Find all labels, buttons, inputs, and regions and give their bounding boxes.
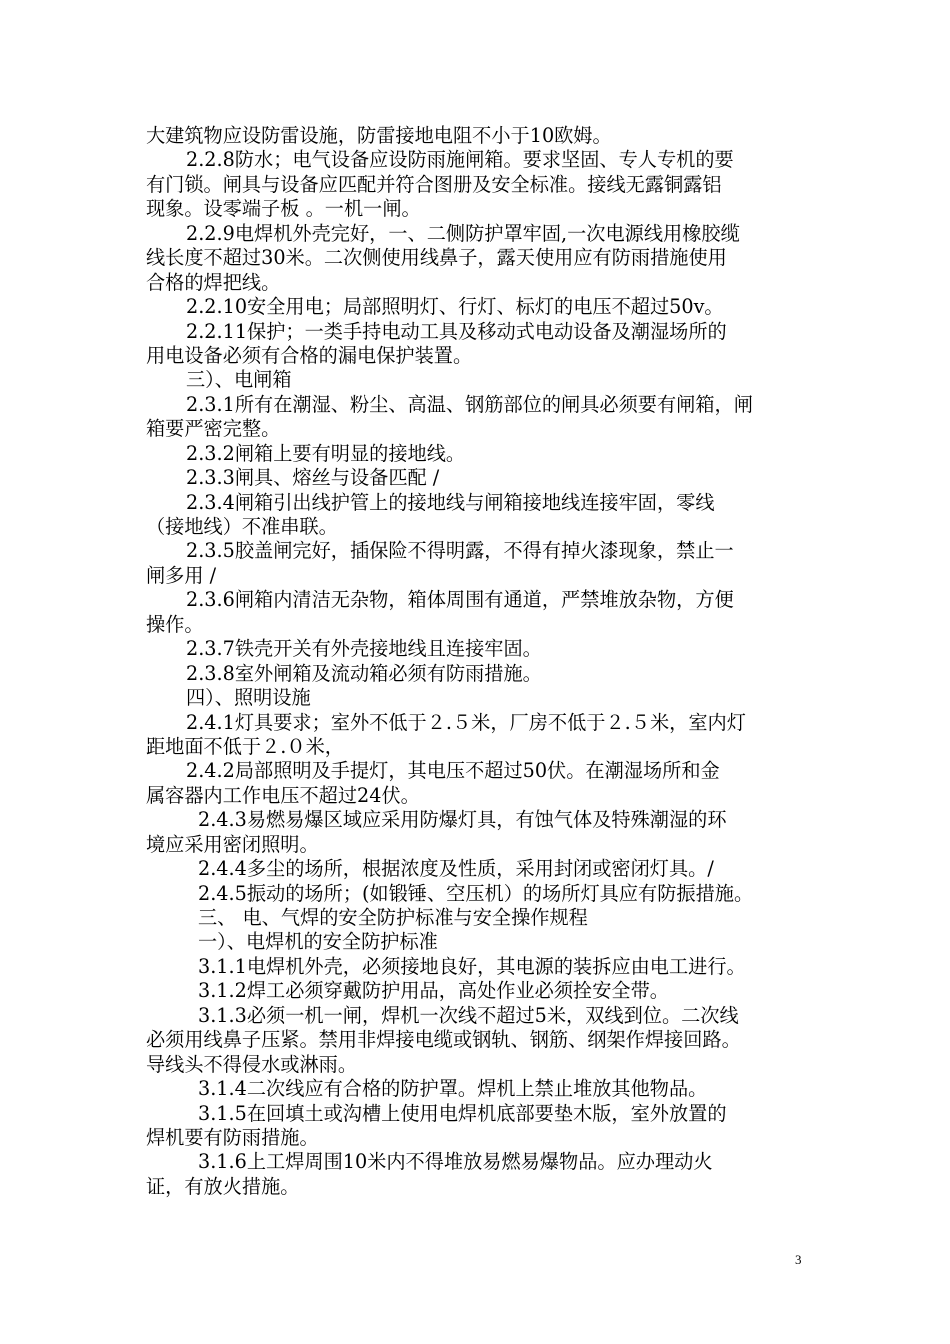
- text-line: 距地面不低于２.０米，: [146, 734, 344, 758]
- text-line: 2.4.1灯具要求；室外不低于２.５米，厂房不低于２.５米，室内灯: [186, 710, 746, 734]
- text-line: 合格的焊把线。: [146, 270, 281, 294]
- text-line: 闸多用 /: [146, 563, 217, 587]
- text-line: 大建筑物应设防雷设施，防雷接地电阻不小于10欧姆。: [146, 124, 612, 147]
- text-line: 线长度不超过30米。二次侧使用线鼻子，露天使用应有防雨措施使用: [146, 246, 727, 270]
- text-line: 2.3.4闸箱引出线护管上的接地线与闸箱接地线连接牢固，零线: [186, 490, 715, 514]
- text-line: 2.2.9电焊机外壳完好，一、二侧防护罩牢固,一次电源线用橡胶缆: [186, 221, 740, 245]
- text-line: 三、 电、气焊的安全防护标准与安全操作规程: [198, 906, 588, 929]
- text-line: 2.3.8室外闸箱及流动箱必须有防雨措施。: [186, 661, 542, 685]
- text-line: 3.1.5在回填土或沟槽上使用电焊机底部要垫木版，室外放置的: [198, 1101, 727, 1125]
- text-line: 3.1.1电焊机外壳，必须接地良好，其电源的装拆应由电工进行。: [198, 954, 746, 978]
- text-line: 属容器内工作电压不超过24伏。: [146, 783, 420, 807]
- text-line: 2.2.11保护；一类手持电动工具及移动式电动设备及潮湿场所的: [186, 319, 727, 343]
- text-line: 2.4.3易燃易爆区域应采用防爆灯具，有蚀气体及特殊潮湿的环: [198, 808, 727, 832]
- text-line: （接地线）不准串联。: [146, 515, 338, 538]
- text-line: 操作。: [146, 612, 204, 636]
- text-line: 用电设备必须有合格的漏电保护装置。: [146, 343, 473, 367]
- text-line: 2.4.5振动的场所；(如锻锤、空压机）的场所灯具应有防振措施。: [198, 881, 754, 905]
- text-line: 有门锁。闸具与设备应匹配并符合图册及安全标准。接线无露铜露铝: [146, 172, 722, 196]
- text-line: 3.1.6上工焊周围10米内不得堆放易燃易爆物品。应办理动火: [198, 1150, 713, 1174]
- text-line: 一）、电焊机的安全防护标准: [198, 930, 438, 954]
- text-line: 2.3.3闸具、熔丝与设备匹配 /: [186, 466, 440, 490]
- text-line: 2.3.5胶盖闸完好，插保险不得明露，不得有掉火漆现象，禁止一: [186, 539, 734, 563]
- text-line: 境应采用密闭照明。: [146, 832, 319, 856]
- text-line: 导线头不得侵水或淋雨。: [146, 1052, 358, 1076]
- text-line: 2.3.6闸箱内清洁无杂物，箱体周围有通道，严禁堆放杂物，方便: [186, 588, 734, 612]
- text-line: 3.1.4二次线应有合格的防护罩。焊机上禁止堆放其他物品。: [198, 1077, 708, 1101]
- body-text: [146, 124, 806, 1199]
- text-line: 3.1.3必须一机一闸，焊机一次线不超过5米，双线到位。二次线: [198, 1003, 739, 1027]
- text-line: 证，有放火措施。: [146, 1174, 300, 1198]
- text-line: 2.4.2局部照明及手提灯，其电压不超过50伏。在潮湿场所和金: [186, 759, 720, 783]
- page-number: 3: [795, 1252, 802, 1267]
- text-line: 3.1.2焊工必须穿戴防护用品，高处作业必须拴安全带。: [198, 979, 669, 1003]
- text-line: 2.4.4多尘的场所，根据浓度及性质，采用封闭或密闭灯具。/: [198, 857, 714, 881]
- text-line: 箱要严密完整。: [146, 417, 281, 441]
- text-line: 四）、照明设施: [186, 686, 311, 710]
- text-line: 2.3.1所有在潮湿、粉尘、高温、钢筋部位的闸具必须要有闸箱，闸: [186, 392, 753, 416]
- text-line: 2.3.2闸箱上要有明显的接地线。: [186, 441, 466, 465]
- text-line: 必须用线鼻子压紧。禁用非焊接电缆或钢轨、钢筋、纲架作焊接回路。: [146, 1028, 741, 1052]
- text-line: 2.3.7铁壳开关有外壳接地线且连接牢固。: [186, 637, 542, 661]
- text-line: 2.2.8防水；电气设备应设防雨施闸箱。要求坚固、专人专机的要: [186, 148, 734, 172]
- text-line: 焊机要有防雨措施。: [146, 1125, 319, 1149]
- text-line: 2.2.10安全用电；局部照明灯、行灯、标灯的电压不超过50v。: [186, 295, 724, 319]
- text-line: 现象。设零端子板 。一机一闸。: [146, 197, 421, 221]
- text-line: 三）、电闸箱: [186, 368, 292, 392]
